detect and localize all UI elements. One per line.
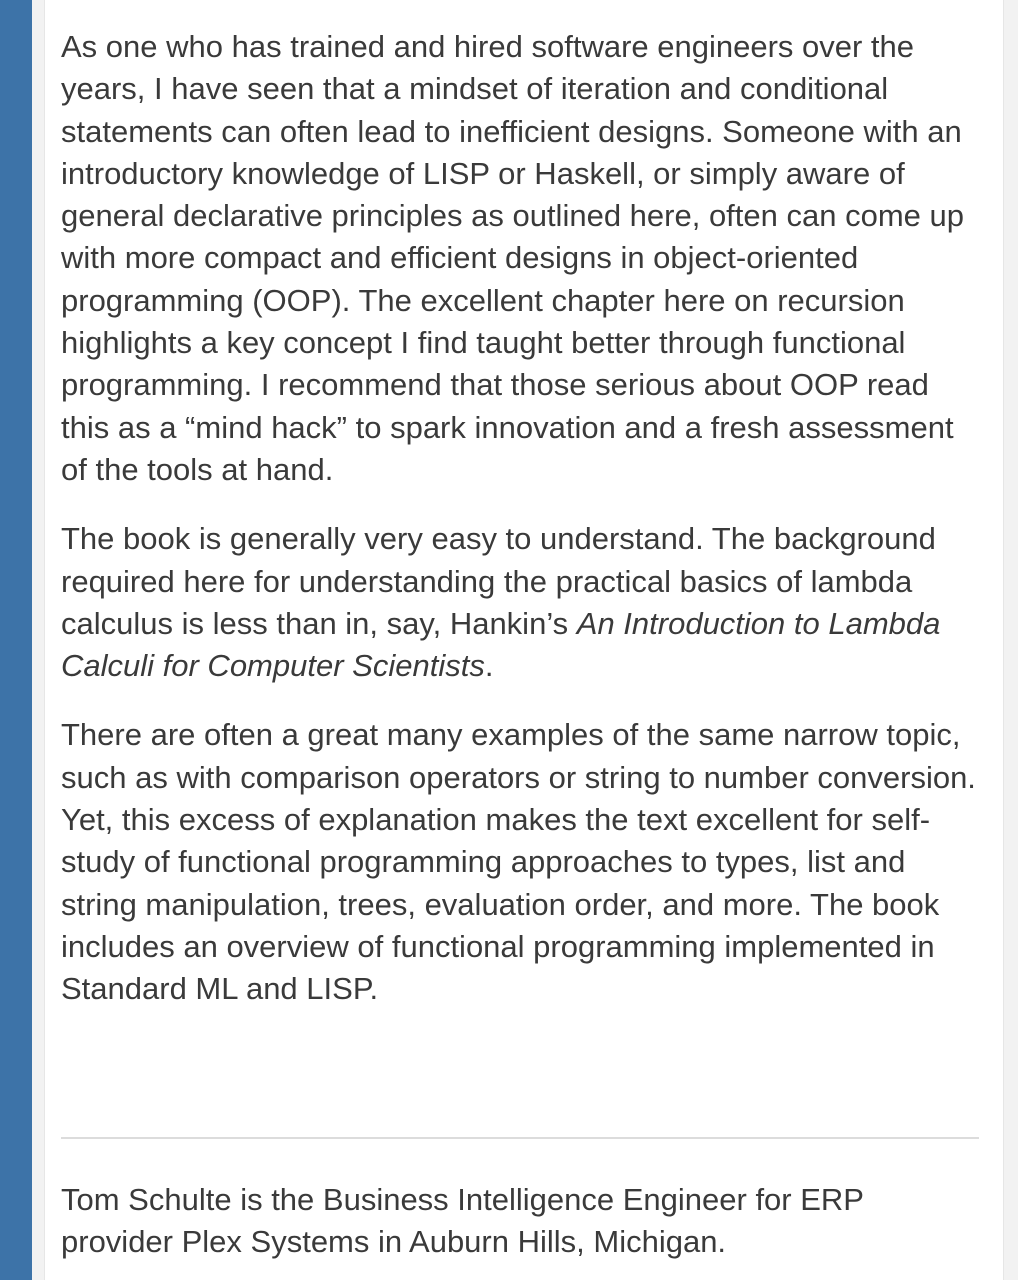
section-divider [61, 1137, 979, 1139]
review-paragraph-3: There are often a great many examples of the same narrow topic, such as with comparison operators or string to number conversion. Yet, this excess of explanation makes the text excellent for self-study of functional programming approaches to types, list and string manipulation, trees, evaluation order, and more. The book includes an overview of functional programming implemented in Standard ML and LISP. [61, 717, 976, 1007]
book-title-reference: An Introduction to Lambda Calculi for Computer Scientists [61, 605, 941, 684]
review-body [61, 26, 981, 1011]
review-card [44, 0, 1004, 1280]
review-paragraph-2 [61, 518, 981, 687]
review-paragraph-2-text: The book is generally very easy to understand. The background required here for understanding the practical basics of lambda calculus is less than in, say, Hankin’s [61, 521, 936, 641]
review-paragraph-2-end: . [484, 648, 494, 684]
left-accent-bar [0, 0, 32, 1280]
left-gutter [32, 0, 44, 1280]
right-gutter [1004, 0, 1018, 1280]
review-paragraph-1: As one who has trained and hired software engineers over the years, I have seen that a mindset of iteration and conditional statements can often lead to inefficient designs. Someone with an introductory knowledge of LISP or Haskell, or simply aware of general declarative principles as outlined here, often can come up with more compact and efficient designs in object-oriented programming (OOP). The excellent chapter here on recursion highlights a key concept I find taught better through functional programming. I recommend that those serious about OOP read this as a “mind hack” to spark innovation and a fresh assessment of the tools at hand. [61, 29, 964, 487]
author-bio: Tom Schulte is the Business Intelligence Engineer for ERP provider Plex Systems in Auburn Hills, Michigan. [61, 1182, 864, 1260]
